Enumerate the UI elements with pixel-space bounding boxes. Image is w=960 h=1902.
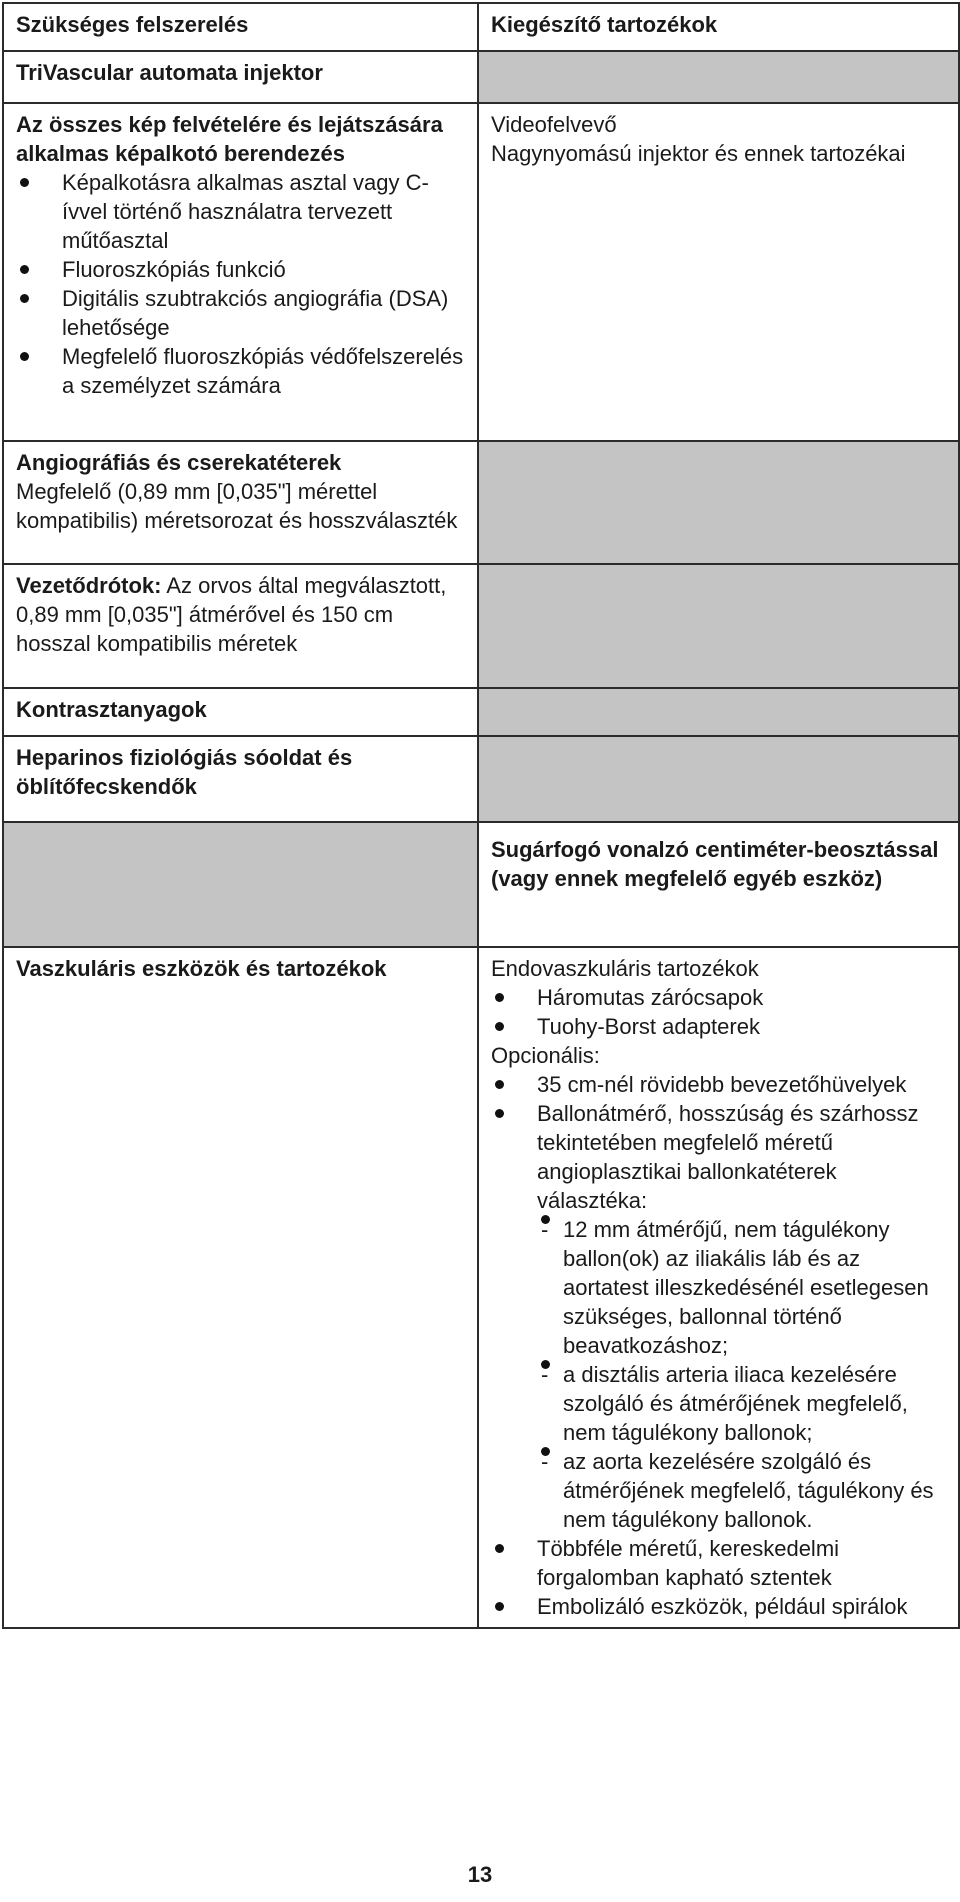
row-contrast [3,688,959,736]
row-vascular [3,947,959,1628]
imaging-title-line2: alkalmas képalkotó berendezés [16,141,345,166]
row-ruler [3,822,959,947]
list-item: Többféle méretű, kereskedelmi forgalomban kapható sztentek [491,1534,948,1592]
list-item: 35 cm-nél rövidebb bevezetőhüvelyek [491,1070,948,1099]
guidewires-text: Az orvos által megválasztott, 0,89 mm [0,035"] átmérővel és 150 cm hosszal kompatibilis méretek [16,573,447,656]
row-catheters [3,441,959,564]
empty-shaded-cell [3,822,478,947]
endovascular-title: Endovaszkuláris tartozékok [491,956,759,981]
empty-shaded-cell [478,564,959,688]
list-item: Tuohy-Borst adapterek [491,1012,948,1041]
catheters-cell [3,441,478,564]
imaging-accessories-cell [478,103,959,441]
empty-shaded-cell [478,688,959,736]
list-item: Embolizáló eszközök, például spirálok [491,1592,948,1621]
list-item: Megfelelő fluoroszkópiás védőfelszerelés a személyzet számára [16,342,467,400]
dash-item: - az aorta kezelésére szolgáló és átmérőjének megfelelő, tágulékony és nem tágulékony ballonok. [537,1447,948,1534]
imaging-title-line1: Az összes kép felvételére és lejátszására [16,112,443,137]
header-required-equipment: Szükséges felszerelés [3,3,478,51]
row-saline [3,736,959,822]
catheters-text: Megfelelő (0,89 mm [0,035"] mérettel kompatibilis) méretsorozat és hosszválaszték [16,479,458,533]
power-injector-text: Nagynyomású injektor és ennek tartozékai [491,141,906,166]
row-guidewires [3,564,959,688]
equipment-table [2,2,960,1629]
header-accessories: Kiegészítő tartozékok [478,3,959,51]
contrast-cell: Kontrasztanyagok [3,688,478,736]
list-item: Képalkotásra alkalmas asztal vagy C-ívvel történő használatra tervezett műtőasztal [16,168,467,255]
page-number: 13 [467,1862,493,1887]
ruler-cell: Sugárfogó vonalzó centiméter-beosztással (vagy ennek megfelelő egyéb eszköz) [478,822,959,947]
imaging-list [16,168,467,400]
dash-item: - 12 mm átmérőjű, nem tágulékony ballon(ok) az iliakális láb és az aortatest illeszkedésénél esetlegesen szükséges, ballonnal történő beavatkozáshoz; [537,1215,948,1360]
saline-cell: Heparinos fiziológiás sóoldat és öblítőfecskendők [3,736,478,822]
row-imaging [3,103,959,441]
video-recorder-text: Videofelvevő [491,112,617,137]
guidewires-cell [3,564,478,688]
vascular-cell: Vaszkuláris eszközök és tartozékok [3,947,478,1628]
list-item: Háromutas zárócsapok [491,983,948,1012]
balloon-catheters-text: Ballonátmérő, hosszúság és szárhossz tekintetében megfelelő méretű angioplasztikai ballonkatéterek választéka: [537,1101,919,1213]
list-item [491,1099,948,1534]
optional-list [491,1070,948,1621]
header-row [3,3,959,51]
empty-shaded-cell [478,736,959,822]
empty-shaded-cell [478,51,959,103]
dash-item: - a disztális arteria iliaca kezelésére szolgáló és átmérőjének megfelelő, nem tágulékony ballonok; [537,1360,948,1447]
catheters-title: Angiográfiás és cserekatéterek [16,450,342,475]
balloon-dash-list [537,1215,948,1534]
guidewires-label: Vezetődrótok: [16,573,162,598]
list-item: Fluoroszkópiás funkció [16,255,467,284]
injector-cell: TriVascular automata injektor [3,51,478,103]
endovascular-list [491,983,948,1041]
row-injector [3,51,959,103]
optional-label: Opcionális: [491,1043,600,1068]
endovascular-cell [478,947,959,1628]
imaging-cell [3,103,478,441]
empty-shaded-cell [478,441,959,564]
list-item: Digitális szubtrakciós angiográfia (DSA) lehetősége [16,284,467,342]
